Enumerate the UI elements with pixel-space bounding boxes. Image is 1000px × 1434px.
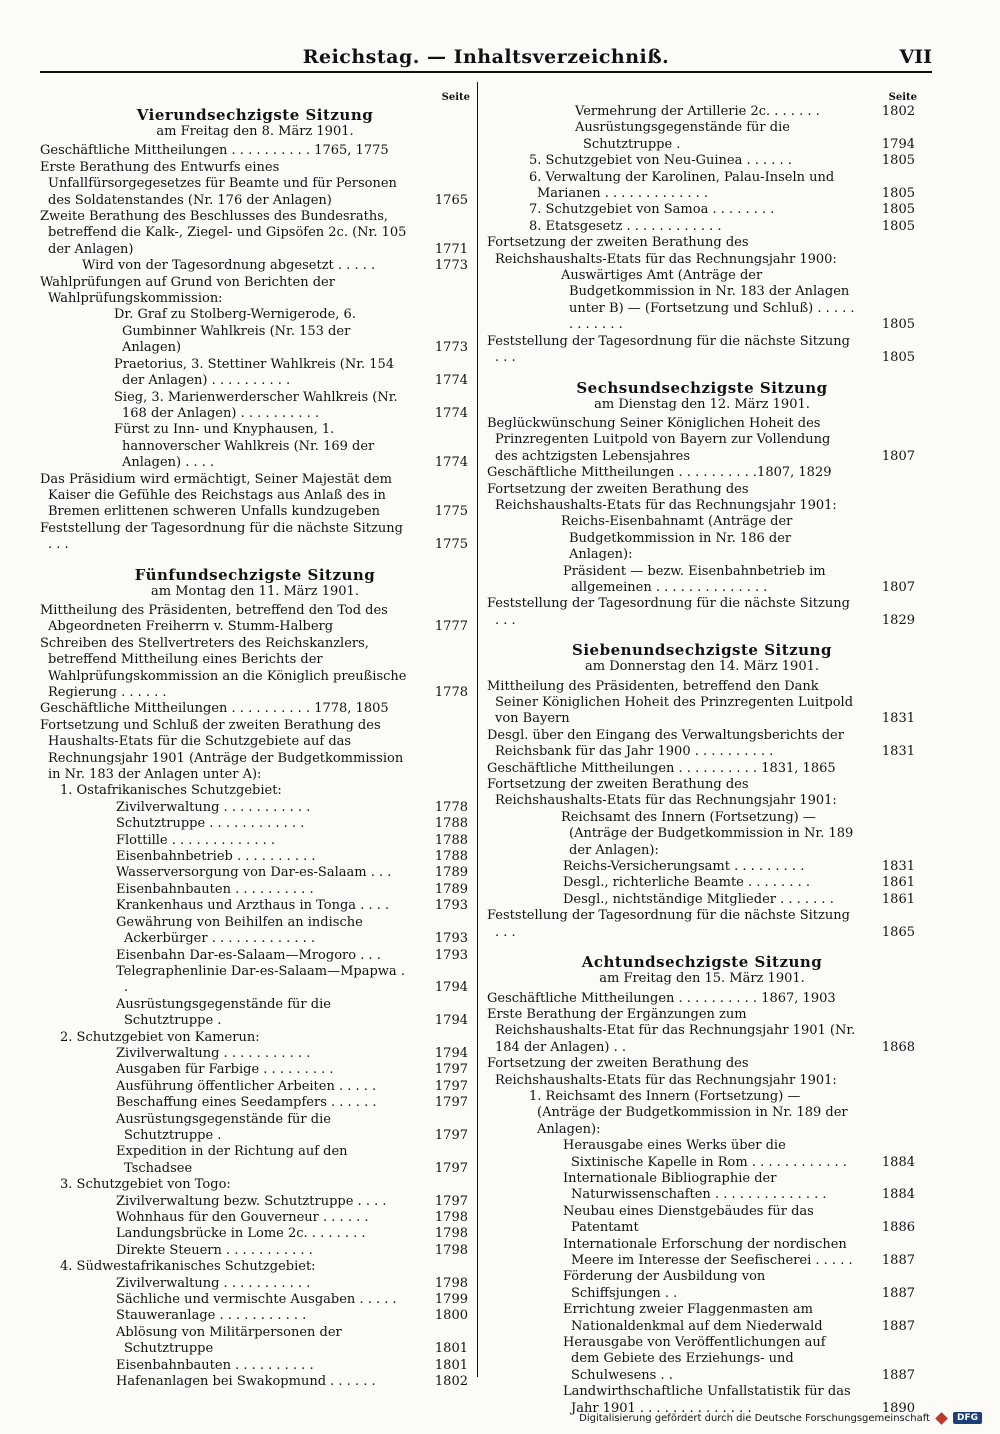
entry-text: Desgl. über den Eingang des Verwaltungsberichts der Reichsbank für das Jahr 1900 . . . . . . . . . . [487,727,844,760]
page-ref: 1797 [434,1078,468,1094]
entry-text: Mittheilung des Präsidenten, betreffend den Dank Seiner Königlichen Hoheit des Prinzregenten Luitpold von Bayern [487,678,854,727]
page-ref: 1789 [434,865,468,881]
index-entry [40,143,470,159]
entry-text: Präsident — bezw. Eisenbahnbetrieb im allgemeinen . . . . . . . . . . . . . . [563,563,826,595]
index-entry [40,275,470,308]
page-ref: 1794 [881,136,915,152]
entry-text: Expedition in der Richtung auf den Tschadsee [116,1144,348,1176]
entry-text: Ausrüstungsgegenstände für die Schutztruppe . [116,996,331,1029]
entry-text: Praetorius, 3. Stettiner Wahlkreis (Nr. 154 der Anlagen) . . . . . . . . . . [114,356,395,389]
index-entry [40,1259,470,1275]
page-ref: 1788 [434,832,468,848]
index-entry [40,1243,470,1259]
page-ref: 1773 [434,258,468,274]
entry-text: 3. Schutzgebiet von Togo: [60,1177,231,1193]
entry-text: Förderung der Ausbildung von Schiffsjungen . . [563,1269,766,1301]
entry-text: Reichsamt des Innern (Fortsetzung) — (Anträge der Budgetkommission in Nr. 189 der Anlagen): [561,809,854,858]
entry-text: Errichtung zweier Flaggenmasten am Nationaldenkmal auf dem Niederwald [563,1302,823,1334]
entry-text: 8. Etatsgesetz . . . . . . . . . . . . [529,218,722,234]
entry-text: Feststellung der Tagesordnung für die nächste Sitzung . . . [487,333,850,366]
index-entry [487,991,917,1007]
entry-text: Ausrüstungsgegenstände für die Schutztruppe . [116,1111,331,1143]
page-number: VII [899,46,932,68]
entry-text: Hafenanlagen bei Swakopmund . . . . . . [116,1374,376,1390]
page-ref: 1831 [881,744,915,760]
page-ref: 1777 [434,619,468,635]
session-heading: Sechsundsechzigste Sitzung [576,378,828,397]
page-ref: 1794 [434,1013,468,1029]
entry-text: Zivilverwaltung . . . . . . . . . . . [116,1275,311,1291]
page-ref: 1805 [881,186,915,202]
index-entry [40,1325,470,1358]
entry-text: Geschäftliche Mittheilungen . . . . . . . . . . 1778, 1805 [40,701,389,717]
index-entry [487,777,917,810]
entry-text: Feststellung der Tagesordnung für die nächste Sitzung . . . [40,520,403,553]
page-ref: 1798 [434,1275,468,1291]
page-ref: 1829 [881,612,915,628]
index-entry [40,1374,470,1390]
index-entry [40,783,470,799]
index-entry [487,1269,917,1302]
entry-text: Eisenbahnbetrieb . . . . . . . . . . [116,849,316,865]
index-entry [487,1302,917,1335]
index-entry [40,882,470,898]
entry-text: Fortsetzung der zweiten Berathung des Reichshaushalts-Etats für das Rechnungsjahr 1901: [487,1056,837,1088]
index-entry [487,153,917,169]
entry-text: Ausgaben für Farbige . . . . . . . . . [116,1062,334,1078]
session-heading: Vierundsechzigste Sitzung [136,106,374,124]
index-entry [40,521,470,554]
page-ref: 1797 [434,1193,468,1209]
entry-text: Zivilverwaltung . . . . . . . . . . . [116,799,311,815]
dfg-mark-icon [935,1412,948,1425]
page-ref: 1805 [881,317,915,333]
index-entry [40,209,470,258]
index-entry [40,1112,470,1145]
session-heading: Fünfundsechzigste Sitzung [134,565,376,584]
page-ref: 1775 [434,537,468,553]
page-ref: 1831 [881,711,915,727]
page-ref: 1805 [881,350,915,366]
session-heading: Achtundsechzigste Sitzung [581,953,823,972]
page-ref: 1789 [434,881,468,897]
index-entry [487,728,917,761]
page-ref: 1802 [434,1374,468,1390]
index-entry [487,202,917,218]
index-entry [487,465,917,481]
page-ref: 1884 [881,1187,915,1203]
page-ref: 1793 [434,898,468,914]
index-entry [487,1204,917,1237]
index-entry [487,1056,917,1089]
running-title: Reichstag. — Inhaltsverzeichniß. [302,46,670,68]
index-entry [40,898,470,914]
right-column [487,92,917,1417]
index-entry [487,120,917,153]
page-ref: 1798 [434,1210,468,1225]
index-entry [40,816,470,832]
index-entry [40,1079,470,1095]
entry-text: Mittheilung des Präsidenten, betreffend den Tod des Abgeordneten Freiherrn v. Stumm-Halberg [40,602,388,635]
entry-text: Internationale Bibliographie der Naturwissenschaften . . . . . . . . . . . . . . [563,1170,827,1203]
entry-text: Eisenbahn Dar-es-Salaam—Mrogoro . . . [116,947,381,963]
index-entry [40,1292,470,1308]
page-ref: 1805 [881,153,915,169]
page-ref: 1890 [881,1400,915,1416]
entry-text: Ablösung von Militärpersonen der Schutztruppe [116,1324,342,1357]
page-ref: 1793 [434,931,468,947]
entry-text: Stauweranlage . . . . . . . . . . . [116,1308,307,1324]
entry-text: Erste Berathung der Ergänzungen zum Reichshaushalts-Etat für das Rechnungsjahr 1901 (Nr. 184 der Anlagen) . . [487,1006,856,1055]
page-ref: 1884 [881,1154,915,1170]
index-entry [487,596,917,629]
page-ref: 1887 [881,1253,915,1268]
index-entry [487,1335,917,1384]
index-entry [40,1308,470,1324]
index-entry [40,160,470,209]
page-ref: 1887 [881,1318,915,1334]
index-entry [40,1226,470,1242]
index-entry [40,258,470,274]
index-entry [40,1358,470,1374]
page-ref: 1831 [881,859,915,875]
index-entry [487,514,917,563]
index-entry [487,219,917,235]
entry-text: 7. Schutzgebiet von Samoa . . . . . . . . [529,202,775,218]
entry-text: Das Präsidium wird ermächtigt, Seiner Majestät dem Kaiser die Gefühle des Reichstags aus Anlaß des in Bremen erlittenen schweren Unfalls kundzugeben [40,471,392,520]
index-entry [40,422,470,471]
entry-text: Wohnhaus für den Gouverneur . . . . . . [116,1210,369,1225]
index-entry [40,800,470,816]
entry-text: Desgl., nichtständige Mitglieder . . . . . . . [563,891,834,907]
entry-text: Reichs-Eisenbahnamt (Anträge der Budgetkommission in Nr. 186 der Anlagen): [561,514,793,563]
entry-text: Zivilverwaltung . . . . . . . . . . . [116,1045,311,1061]
entry-text: Telegraphenlinie Dar-es-Salaam—Mpapwa . . [116,963,405,996]
page-ref: 1861 [881,891,915,907]
index-entry [487,810,917,859]
entry-text: 6. Verwaltung der Karolinen, Palau-Inseln und Marianen . . . . . . . . . . . . . [529,169,835,202]
entry-text: Ausrüstungsgegenstände für die Schutztruppe . [575,120,790,152]
index-entry [40,307,470,356]
index-entry [40,357,470,390]
page-ref: 1774 [434,455,468,471]
page-ref: 1794 [434,980,468,996]
index-entry [40,948,470,964]
entry-text: 5. Schutzgebiet von Neu-Guinea . . . . . . [529,153,792,169]
entry-text: 1. Ostafrikanisches Schutzgebiet: [60,783,282,799]
entry-text: Schreiben des Stellvertreters des Reichskanzlers, betreffend Mittheilung eines Berichts der Wahlprüfungskommission an die Königlich preußische Regierung . . . . . . [40,635,407,700]
dfg-logo: DFG [953,1412,982,1424]
session-date: am Donnerstag den 14. März 1901. [584,659,819,675]
entry-text: Wasserversorgung von Dar-es-Salaam . . . [116,865,392,881]
entry-text: Gewährung von Beihilfen an indische Ackerbürger . . . . . . . . . . . . . [116,914,363,947]
entry-text: Dr. Graf zu Stolberg-Wernigerode, 6. Gumbinner Wahlkreis (Nr. 153 der Anlagen) [114,307,356,356]
page-ref: 1800 [434,1308,468,1324]
entry-text: Sächliche und vermischte Ausgaben . . . . . [116,1292,397,1308]
entry-text: Fortsetzung und Schluß der zweiten Berathung des Haushalts-Etats für die Schutzgebiete auf das Rechnungsjahr 1901 (Anträge der Budgetkommission in Nr. 183 der Anlagen unter A): [40,717,404,783]
session-date: am Freitag den 8. März 1901. [156,124,354,139]
index-entry [40,997,470,1030]
index-entry [487,482,917,515]
seite-label: Seite [441,92,470,103]
index-entry [487,334,917,367]
index-entry [487,564,917,597]
entry-text: Landwirthschaftliche Unfallstatistik für das Jahr 1901 . . . . . . . . . . . . . . [563,1384,851,1416]
entry-text: Krankenhaus und Arzthaus in Tonga . . . . [116,898,390,914]
page-ref: 1788 [434,849,468,865]
index-entry [40,1144,470,1177]
page-ref: 1801 [434,1357,468,1373]
page-ref: 1807 [881,448,915,464]
entry-text: Fortsetzung der zweiten Berathung des Reichshaushalts-Etats für das Rechnungsjahr 1901: [487,481,837,513]
page-ref: 1802 [881,104,915,119]
entry-text: Geschäftliche Mittheilungen . . . . . . . . . . 1765, 1775 [40,143,389,159]
index-entry [40,964,470,997]
entry-text: Zivilverwaltung bezw. Schutztruppe . . . . [116,1193,387,1209]
index-entry [487,1171,917,1204]
index-entry [40,1046,470,1062]
index-entry [487,235,917,268]
entry-text: Eisenbahnbauten . . . . . . . . . . [116,881,314,897]
index-entry [487,1138,917,1171]
index-entry [487,1089,917,1138]
left-column [40,92,470,1390]
index-entry [40,1210,470,1226]
index-entry [487,104,917,120]
page-ref: 1805 [881,202,915,218]
entry-text: Wird von der Tagesordnung abgesetzt . . . . . [82,258,376,274]
entry-text: Geschäftliche Mittheilungen . . . . . . . . . . 1867, 1903 [487,990,836,1006]
index-entry [40,915,470,948]
entry-text: Desgl., richterliche Beamte . . . . . . . . [563,875,810,891]
entry-text: Feststellung der Tagesordnung für die nächste Sitzung . . . [487,596,850,628]
entry-text: Flottille . . . . . . . . . . . . . [116,832,276,848]
page-ref: 1798 [434,1226,468,1242]
page-ref: 1887 [881,1367,915,1383]
entry-text: Vermehrung der Artillerie 2c. . . . . . . [575,104,820,119]
index-entry [487,908,917,941]
page-ref: 1771 [434,241,468,257]
entry-text: Beschaffung eines Seedampfers . . . . . . [116,1095,377,1111]
index-entry [487,875,917,891]
page-ref: 1778 [434,799,468,815]
entry-text: Auswärtiges Amt (Anträge der Budgetkommission in Nr. 183 der Anlagen unter B) — (Fortsetzung und Schluß) . . . . . . . . . . . . [561,268,855,333]
page-ref: 1805 [881,218,915,234]
index-entry [487,268,917,334]
entry-text: Fortsetzung der zweiten Berathung des Reichshaushalts-Etats für das Rechnungsjahr 1901: [487,777,837,809]
entry-text: Geschäftliche Mittheilungen . . . . . . . . . . 1831, 1865 [487,760,836,776]
seite-label: Seite [888,92,917,103]
session-date: am Montag den 11. März 1901. [151,583,359,599]
session-date: am Dienstag den 12. März 1901. [594,396,810,412]
page-ref: 1774 [434,405,468,421]
index-entry [40,390,470,423]
index-entry [40,849,470,865]
index-entry [40,833,470,849]
page-ref: 1793 [434,947,468,963]
session-heading: Siebenundsechzigste Sitzung [572,641,832,660]
index-entry [40,1030,470,1046]
index-entry [40,603,470,636]
index-entry [487,1237,917,1270]
page-ref: 1799 [434,1292,468,1308]
page-ref: 1797 [434,1095,468,1111]
page-ref: 1765 [434,192,468,208]
page-ref: 1774 [434,373,468,389]
page-ref: 1798 [434,1242,468,1258]
page-ref: 1794 [434,1045,468,1061]
page-ref: 1801 [434,1341,468,1357]
entry-text: Feststellung der Tagesordnung für die nächste Sitzung . . . [487,908,850,940]
index-entry [40,1194,470,1210]
entry-text: Internationale Erforschung der nordischen Meere im Interesse der Seefischerei . . . . . [563,1236,853,1268]
column-divider [477,82,478,1377]
entry-text: 1. Reichsamt des Innern (Fortsetzung) — (Anträge der Budgetkommission in Nr. 189 der Anlagen): [529,1088,848,1137]
entry-text: Direkte Steuern . . . . . . . . . . . [116,1242,313,1258]
entry-text: Sieg, 3. Marienwerderscher Wahlkreis (Nr. 168 der Anlagen) . . . . . . . . . . [114,389,398,421]
page-ref: 1797 [434,1062,468,1078]
entry-text: 4. Südwestafrikanisches Schutzgebiet: [60,1259,316,1275]
entry-text: Eisenbahnbauten . . . . . . . . . . [116,1357,314,1373]
page-ref: 1788 [434,816,468,832]
entry-text: Herausgabe eines Werks über die Sixtinische Kapelle in Rom . . . . . . . . . . . . [563,1138,847,1170]
page-ref: 1861 [881,875,915,891]
entry-text: Wahlprüfungen auf Grund von Berichten der Wahlprüfungskommission: [40,274,335,307]
index-entry [40,865,470,881]
entry-text: Ausführung öffentlicher Arbeiten . . . . . [116,1078,377,1094]
entry-text: Herausgabe von Veröffentlichungen auf dem Gebiete des Erziehungs- und Schulwesens . . [563,1335,826,1383]
entry-text: Beglückwünschung Seiner Königlichen Hoheit des Prinzregenten Luitpold von Bayern zur Vollendung des achtzigsten Lebensjahres [487,415,831,464]
page-ref: 1797 [434,1127,468,1143]
session-date: am Freitag den 15. März 1901. [599,971,805,987]
index-entry [487,1007,917,1056]
index-entry [487,892,917,908]
entry-text: Landungsbrücke in Lome 2c. . . . . . . . [116,1226,366,1242]
index-entry [40,1276,470,1292]
page-ref: 1773 [434,340,468,356]
entry-text: Schutztruppe . . . . . . . . . . . . [116,816,305,832]
index-entry [40,1177,470,1193]
header-rule [40,71,932,73]
entry-text: Reichs-Versicherungsamt . . . . . . . . . [563,859,805,875]
page-ref: 1775 [434,504,468,520]
index-entry [40,701,470,717]
index-entry [487,859,917,875]
page-header [40,46,932,76]
page-ref: 1868 [881,1039,915,1055]
index-entry [487,679,917,728]
index-entry [40,636,470,702]
page-ref: 1886 [881,1220,915,1236]
entry-text: Neubau eines Dienstgebäudes für das Patentamt [563,1203,814,1236]
index-entry [487,761,917,777]
footer-credit [579,1412,982,1424]
page-ref: 1778 [434,685,468,700]
entry-text: 2. Schutzgebiet von Kamerun: [60,1029,260,1045]
footer-text: Digitalisierung gefördert durch die Deutsche Forschungsgemeinschaft [579,1412,930,1424]
page-ref: 1807 [881,579,915,595]
index-entry [40,472,470,521]
page-ref: 1887 [881,1285,915,1301]
entry-text: Fürst zu Inn- und Knyphausen, 1. hannoverscher Wahlkreis (Nr. 169 der Anlagen) . . . . [114,422,375,471]
index-entry [40,1062,470,1078]
index-entry [40,1095,470,1111]
page-ref: 1797 [434,1160,468,1176]
page-ref: 1865 [881,924,915,940]
index-entry [487,170,917,203]
entry-text: Erste Berathung des Entwurfs eines Unfallfürsorgegesetzes für Beamte und für Personen des Soldatenstandes (Nr. 176 der Anlagen) [40,159,397,208]
index-entry [40,718,470,784]
index-entry [487,416,917,465]
entry-text: Geschäftliche Mittheilungen . . . . . . . . . .1807, 1829 [487,465,832,481]
entry-text: Fortsetzung der zweiten Berathung des Reichshaushalts-Etats für das Rechnungsjahr 1900: [487,235,837,267]
entry-text: Zweite Berathung des Beschlusses des Bundesraths, betreffend die Kalk-, Ziegel- und Gipsöfen 2c. (Nr. 105 der Anlagen) [40,209,407,257]
